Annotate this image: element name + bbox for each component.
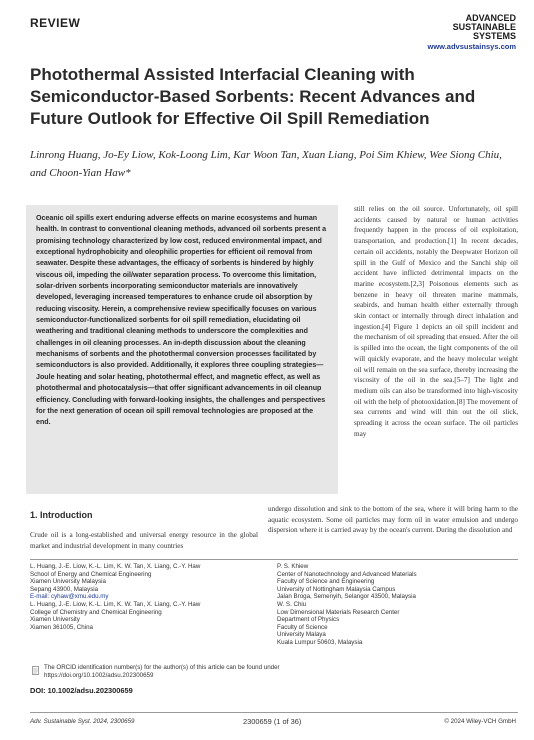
- affil-line: University Malaya: [277, 631, 326, 639]
- orcid-icon: [32, 666, 39, 675]
- affil-line: University of Nottingham Malaysia Campus: [277, 585, 396, 593]
- affil-line: L. Huang, J.-E. Liow, K.-L. Lim, K. W. Tan, X. Liang, C.-Y. Haw: [30, 563, 201, 570]
- affil-line: Kuala Lumpur 50603, Malaysia: [277, 638, 363, 646]
- logo-line-2: SUSTAINABLE: [452, 22, 516, 32]
- intro-paragraph: Crude oil is a long-established and universal energy resource in the global market and industrial development in many countries: [30, 531, 258, 550]
- footer-copyright: © 2024 Wiley-VCH GmbH: [444, 718, 516, 725]
- affil-line: Xiamen University: [30, 616, 80, 624]
- continuation-text: undergo dissolution and sink to the bottom of the sea, where it will bring harm to the aquatic ecosystem. Some oil particles may form oil in water emulsion and undergo dispersion where it is carried away by the ocean's current. During the dissolution and: [268, 505, 518, 535]
- section-heading: 1. Introduction: [30, 510, 93, 520]
- affil-line: P. S. Khiew: [277, 563, 309, 570]
- affil-line: College of Chemistry and Chemical Engineering: [30, 608, 162, 616]
- orcid-note[interactable]: The ORCID identification number(s) for the author(s) of this article can be found under https://doi.org/10.1002/adsu.202300659: [44, 664, 280, 679]
- abstract-box: Oceanic oil spills exert enduring adverse effects on marine ecosystems and human health. In contrast to conventional cleaning methods, advanced oil sorbents present a promising technology characterized by low cost, reduced environmental impact, and exceptional hydrophobicity and oleophilic properties for efficient oil removal from seawater. Despite these advantages, the efficacy of sorbents is hindered by highly viscous oil, impeding the oil/water separation process. To overcome this limitation, solar-driven sorbents incorporating semiconductor materials are innovatively developed, leveraging increased temperatures to enhance crude oil absorption by reducing viscosity. Herein, a comprehensive review specifically focuses on various semiconductor-functionalized sorbents for oil spill remediation, elucidating oil weathering and traditional cleaning methods to underscore the complexities and challenges in oil cleaning processes. An in-depth discussion about the cleaning mechanisms of sorbents and the photothermal conversion processes facilitated by semiconductors is also provided. Additionally, it explores three coupling strategies—Joule heating and solar heating, photothermal effect, and magnetic effect, as well as photothermal and photocatalysis—that offer significant advancements in oil cleanup efficiency. Concluding with forward-looking insights, the challenges and perspectives for the next generation of ocean oil spill removal technologies are proposed at the end.: [26, 205, 338, 494]
- affil-line: Low Dimensional Materials Research Center: [277, 608, 400, 616]
- author-list: Linrong Huang, Jo-Ey Liow, Kok-Loong Lim, Kar Woon Tan, Xuan Liang, Poi Sim Khiew, Wee Siong Chiu, and Choon-Yian Haw*: [30, 149, 502, 179]
- affiliations-left: [30, 563, 200, 631]
- page-number: 2300659 (1 of 36): [243, 717, 302, 726]
- affil-line: Faculty of Science: [277, 623, 328, 631]
- footer-divider: [30, 712, 518, 713]
- affil-line: Xiamen 361005, China: [30, 623, 93, 631]
- doi-line[interactable]: DOI: 10.1002/adsu.202300659: [30, 686, 133, 695]
- journal-url-link[interactable]: www.advsustainsys.com: [427, 42, 516, 51]
- logo-line-3: SYSTEMS: [472, 31, 516, 41]
- section-label: REVIEW: [30, 16, 81, 30]
- affil-line: Xiamen University Malaysia: [30, 578, 106, 586]
- email-link[interactable]: E-mail: cyhaw@xmu.edu.my: [30, 593, 109, 601]
- affil-line: Faculty of Science and Engineering: [277, 578, 375, 586]
- affiliations-right: [277, 563, 417, 647]
- right-column-text: still relies on the oil source. Unfortunately, oil spill accidents caused by natural or human activities frequently happen in the process of oil exploitation, transportation, and production.[1] In recent decades, certain oil accidents, notably the Deepwater Horizon oil spill in the Gulf of Mexico and the Sanchi ship oil accident have inflicted detrimental impacts on the marine ecosystem.[2,3] Poisonous elements such as benzene in heavy oil threaten marine mammals, seabirds, and human health either externally through skin contact or internally through direct inhalation and ingestion.[4] Figure 1 depicts an oil spill incident and the mechanism of oil spreading that ensued. After the oil is spilled into the ocean, the light components of the oil will quickly evaporate, and the heavy molecular weight oil will remain on the sea surface, thereby increasing the viscosity of the oil in the sea.[5–7] The light and medium oils can also be transformed into high-viscosity oil with the help of photooxidation.[8] The movement of sea currents and wind will thin out the oil slick, spreading it across the ocean surface. The oil particles may: [354, 205, 518, 438]
- affil-line: Center of Nanotechnology and Advanced Materials: [277, 570, 417, 578]
- divider: [30, 559, 518, 560]
- affil-line: W. S. Chiu: [277, 600, 307, 608]
- article-title: Photothermal Assisted Interfacial Cleaning with Semiconductor-Based Sorbents: Recent Advances and Future Outlook for Effective Oil Spill Remediation: [30, 65, 476, 128]
- affil-line: L. Huang, J.-E. Liow, K.-L. Lim, K. W. Tan, X. Liang, C.-Y. Haw: [30, 600, 201, 608]
- affil-line: School of Energy and Chemical Engineering: [30, 570, 152, 578]
- footer-citation: Adv. Sustainable Syst. 2024, 2300659: [30, 718, 135, 725]
- logo-line-1: ADVANCED: [465, 13, 516, 23]
- affil-line: Sepang 43900, Malaysia: [30, 585, 99, 593]
- affil-line: Department of Physics: [277, 616, 340, 624]
- affil-line: Jalan Broga, Semenyih, Selangor 43500, Malaysia: [277, 593, 416, 601]
- journal-logo: [453, 14, 516, 41]
